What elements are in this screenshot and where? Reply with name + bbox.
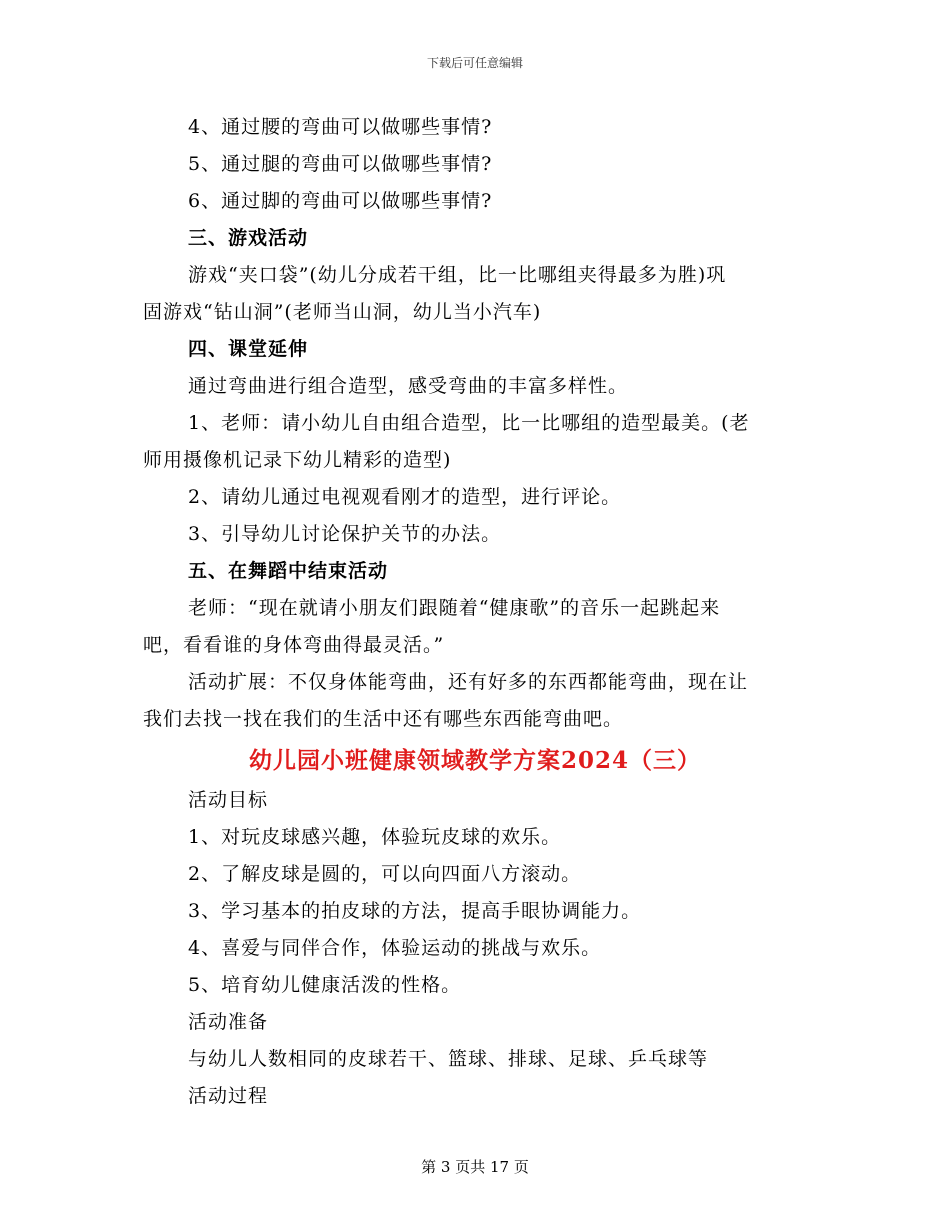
body-line: 2、了解皮球是圆的，可以向四面八方滚动。 bbox=[188, 863, 582, 885]
body-line: 6、通过脚的弯曲可以做哪些事情? bbox=[188, 190, 493, 212]
body-line: 活动扩展：不仅身体能弯曲，还有好多的东西都能弯曲，现在让 bbox=[188, 671, 749, 693]
body-line: 老师：“现在就请小朋友们跟随着“健康歌”的音乐一起跳起来 bbox=[188, 597, 721, 619]
page-header: 下载后可任意编辑 bbox=[426, 56, 523, 70]
body-line: 固游戏“钻山洞”(老师当山洞，幼儿当小汽车) bbox=[143, 301, 542, 323]
section-heading: 三、游戏活动 bbox=[188, 227, 309, 249]
body-line: 5、通过腿的弯曲可以做哪些事情? bbox=[188, 153, 493, 175]
body-line: 与幼儿人数相同的皮球若干、篮球、排球、足球、乒乓球等 bbox=[188, 1048, 709, 1070]
body-line: 5、培育幼儿健康活泼的性格。 bbox=[188, 974, 462, 996]
body-line: 吧，看看谁的身体弯曲得最灵活。” bbox=[143, 634, 445, 656]
body-line: 我们去找一找在我们的生活中还有哪些东西能弯曲吧。 bbox=[143, 708, 624, 730]
section-heading: 四、课堂延伸 bbox=[188, 338, 309, 360]
body-line: 4、通过腰的弯曲可以做哪些事情? bbox=[188, 116, 493, 138]
body-line: 4、喜爱与同伴合作，体验运动的挑战与欢乐。 bbox=[188, 937, 602, 959]
body-line: 通过弯曲进行组合造型，感受弯曲的丰富多样性。 bbox=[188, 375, 629, 397]
section-title: 幼儿园小班健康领域教学方案2024（三） bbox=[248, 747, 701, 774]
body-line: 2、请幼儿通过电视观看刚才的造型，进行评论。 bbox=[188, 486, 622, 508]
body-line: 1、老师：请小幼儿自由组合造型，比一比哪组的造型最美。(老 bbox=[188, 412, 750, 434]
section-heading: 五、在舞蹈中结束活动 bbox=[188, 560, 389, 582]
body-line: 活动准备 bbox=[188, 1011, 269, 1033]
body-line: 1、对玩皮球感兴趣，体验玩皮球的欢乐。 bbox=[188, 826, 562, 848]
body-line: 3、学习基本的拍皮球的方法，提高手眼协调能力。 bbox=[188, 900, 642, 922]
body-line: 游戏“夹口袋”(幼儿分成若干组，比一比哪组夹得最多为胜)巩 bbox=[188, 264, 727, 286]
page-footer: 第 3 页共 17 页 bbox=[421, 1158, 529, 1176]
body-line: 3、引导幼儿讨论保护关节的办法。 bbox=[188, 523, 502, 545]
body-line: 师用摄像机记录下幼儿精彩的造型) bbox=[143, 449, 452, 471]
body-line: 活动过程 bbox=[188, 1085, 269, 1107]
body-line: 活动目标 bbox=[188, 789, 269, 811]
